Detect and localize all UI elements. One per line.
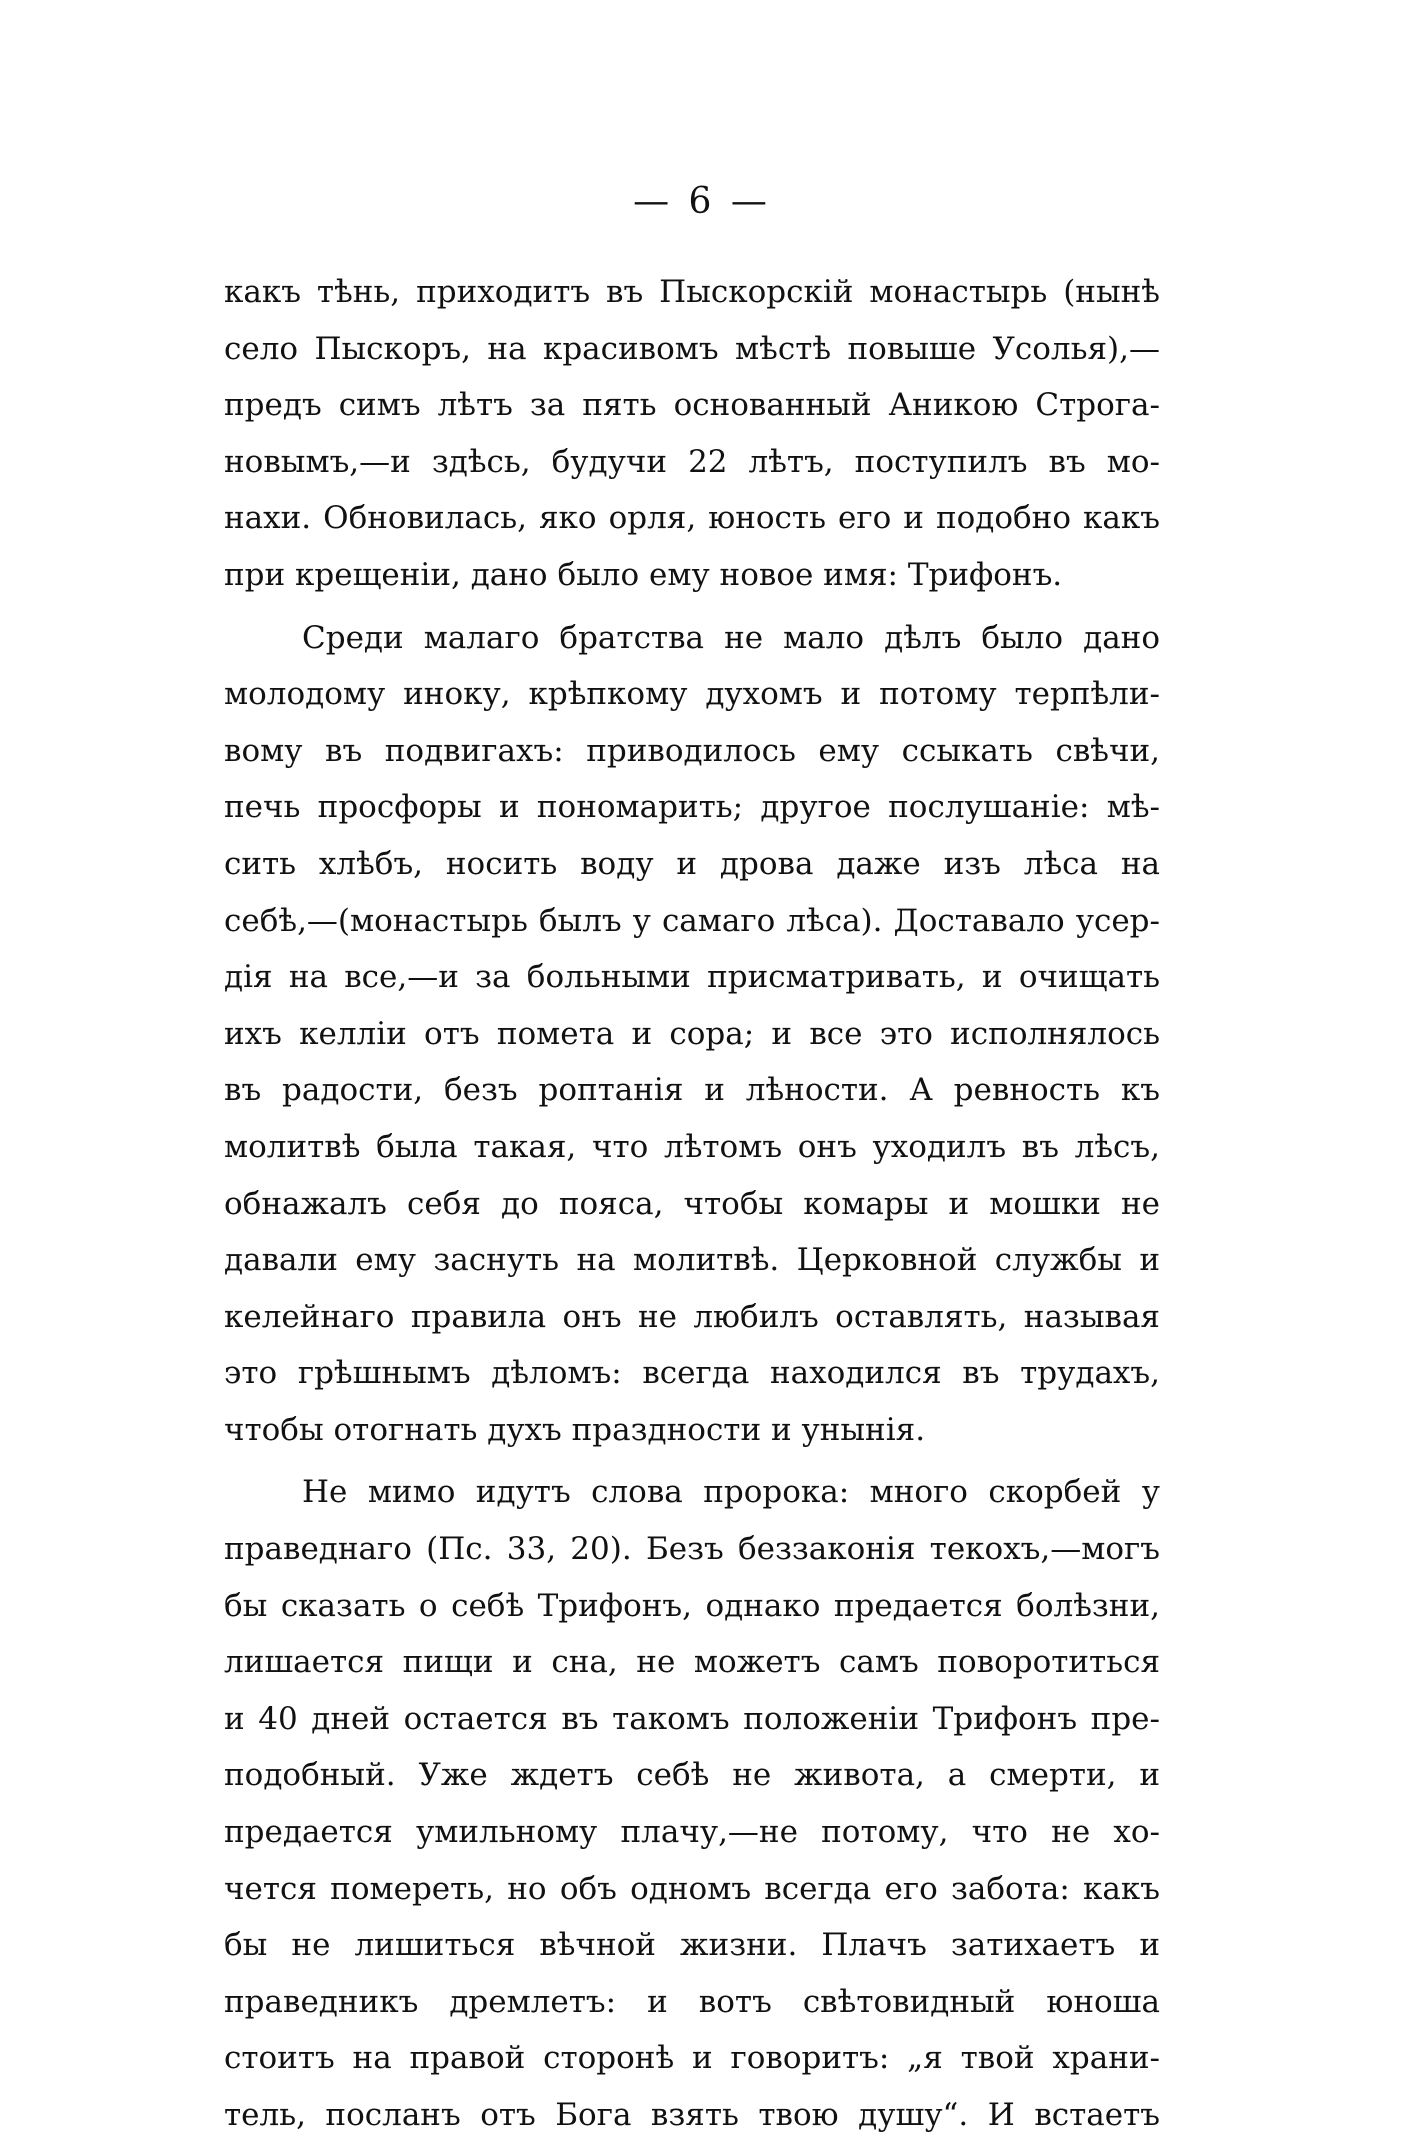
text-line: праведнаго (Пс. 33, 20). Безъ беззаконія текохъ,—могъ [224,1531,1160,1568]
text-line: Не мимо идутъ слова пророка: много скорбей у [302,1474,1160,1511]
text-line: сить хлѣбъ, носить воду и дрова даже изъ лѣса на [224,845,1160,882]
text-line: бы сказать о себѣ Трифонъ, однако предается болѣзни, [224,1587,1160,1624]
text-line: въ радости, безъ роптанія и лѣности. А ревность къ [224,1072,1160,1109]
text-line: вому въ подвигахъ: приводилось ему ссыкать свѣчи, [224,732,1160,769]
text-line: и 40 дней остается въ такомъ положеніи Трифонъ пре- [224,1700,1160,1737]
text-line: предается умильному плачу,—не потому, что не хо- [224,1814,1160,1851]
paragraph-3 [224,1464,1160,2143]
text-line: при крещеніи, дано было ему новое имя: Трифонъ. [224,556,1063,593]
text-line: бы не лишиться вѣчной жизни. Плачъ затихаетъ и [224,1927,1160,1964]
paragraph-1 [224,264,1160,604]
text-line: новымъ,—и здѣсь, будучи 22 лѣтъ, поступилъ въ мо- [224,443,1160,480]
page-number: — 6 — [633,181,771,222]
text-line: молитвѣ была такая, что лѣтомъ онъ уходилъ въ лѣсъ, [224,1128,1160,1165]
text-line: молодому иноку, крѣпкому духомъ и потому терпѣли- [224,676,1160,713]
text-line: келейнаго правила онъ не любилъ оставлять, называя [224,1298,1160,1335]
text-line: праведникъ дремлетъ: и вотъ свѣтовидный юноша [224,1983,1160,2020]
text-line: это грѣшнымъ дѣломъ: всегда находился въ трудахъ, [224,1355,1160,1392]
text-line: Среди малаго братства не мало дѣлъ было дано [302,619,1160,656]
text-line: чется помереть, но объ одномъ всегда его забота: какъ [224,1870,1160,1907]
text-line: село Пыскоръ, на красивомъ мѣстѣ повыше Усолья),— [224,330,1160,367]
paragraph-2 [224,610,1160,1459]
text-line: нахи. Обновилась, яко орля, юность его и подобно какъ [224,500,1160,537]
text-line: тель, посланъ отъ Бога взять твою душу“. И встаетъ [224,2097,1160,2133]
text-line: чтобы отогнать духъ праздности и унынія. [224,1411,926,1448]
body-text [224,264,1160,2144]
text-line: какъ тѣнь, приходитъ въ Пыскорскій монастырь (нынѣ [224,274,1160,310]
text-line: давали ему заснуть на молитвѣ. Церковной службы и [224,1242,1160,1279]
text-line: лишается пищи и сна, не можетъ самъ поворотиться [224,1644,1160,1681]
text-line: ихъ келліи отъ помета и сора; и все это исполнялось [224,1015,1160,1052]
text-line: стоитъ на правой сторонѣ и говоритъ: „я твой храни- [224,2040,1160,2077]
text-line: предъ симъ лѣтъ за пять основанный Аникою Строга- [224,387,1160,424]
text-line: обнажалъ себя до пояса, чтобы комары и мошки не [224,1185,1160,1222]
text-line: дія на все,—и за больными присматривать, и очищать [224,959,1160,996]
text-line: печь просфоры и пономарить; другое послушаніе: мѣ- [224,789,1160,826]
text-line: себѣ,—(монастырь былъ у самаго лѣса). Доставало усер- [224,902,1160,939]
text-line: подобный. Уже ждетъ себѣ не живота, а смерти, и [224,1757,1160,1794]
